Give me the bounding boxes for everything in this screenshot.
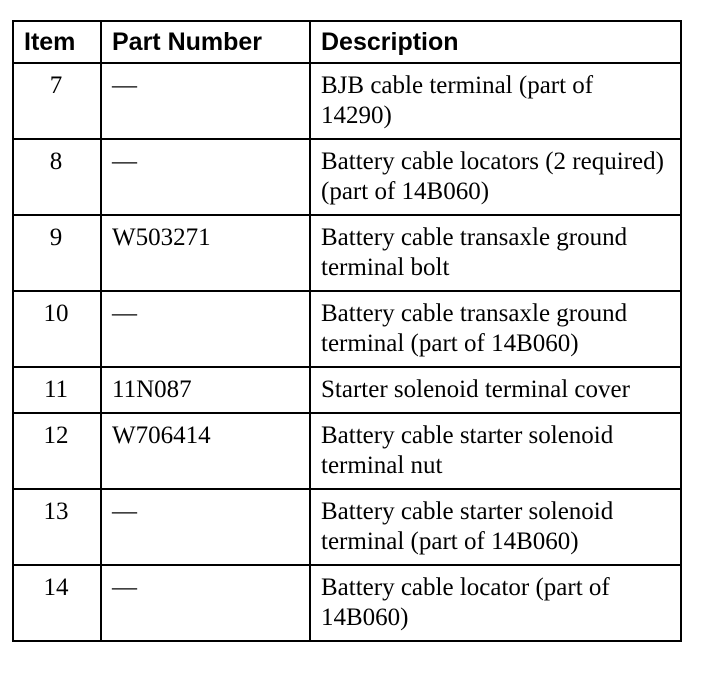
table-row <box>13 215 681 291</box>
header-item: Item <box>13 21 101 63</box>
part-number-cell: 11N087 <box>101 367 310 413</box>
parts-table <box>12 20 682 642</box>
part-number-cell: — <box>101 489 310 565</box>
item-cell: 11 <box>13 367 101 413</box>
item-cell: 8 <box>13 139 101 215</box>
part-number-cell: — <box>101 63 310 139</box>
description-cell: BJB cable terminal (part of 14290) <box>310 63 681 139</box>
part-number-cell: — <box>101 291 310 367</box>
item-cell: 14 <box>13 565 101 641</box>
table-row <box>13 63 681 139</box>
part-number-cell: — <box>101 565 310 641</box>
description-cell: Battery cable starter solenoid terminal nut <box>310 413 681 489</box>
table-row <box>13 367 681 413</box>
part-number-cell: W706414 <box>101 413 310 489</box>
table-row <box>13 139 681 215</box>
header-description: Description <box>310 21 681 63</box>
description-cell: Battery cable locators (2 required) (part of 14B060) <box>310 139 681 215</box>
table-row <box>13 489 681 565</box>
item-cell: 12 <box>13 413 101 489</box>
description-cell: Battery cable starter solenoid terminal (part of 14B060) <box>310 489 681 565</box>
header-row <box>13 21 681 63</box>
description-cell: Starter solenoid terminal cover <box>310 367 681 413</box>
item-cell: 7 <box>13 63 101 139</box>
item-cell: 10 <box>13 291 101 367</box>
table-row <box>13 413 681 489</box>
description-cell: Battery cable transaxle ground terminal (part of 14B060) <box>310 291 681 367</box>
part-number-cell: — <box>101 139 310 215</box>
part-number-cell: W503271 <box>101 215 310 291</box>
description-cell: Battery cable transaxle ground terminal bolt <box>310 215 681 291</box>
item-cell: 13 <box>13 489 101 565</box>
description-cell: Battery cable locator (part of 14B060) <box>310 565 681 641</box>
table-row <box>13 291 681 367</box>
table-row <box>13 565 681 641</box>
header-part-number: Part Number <box>101 21 310 63</box>
item-cell: 9 <box>13 215 101 291</box>
